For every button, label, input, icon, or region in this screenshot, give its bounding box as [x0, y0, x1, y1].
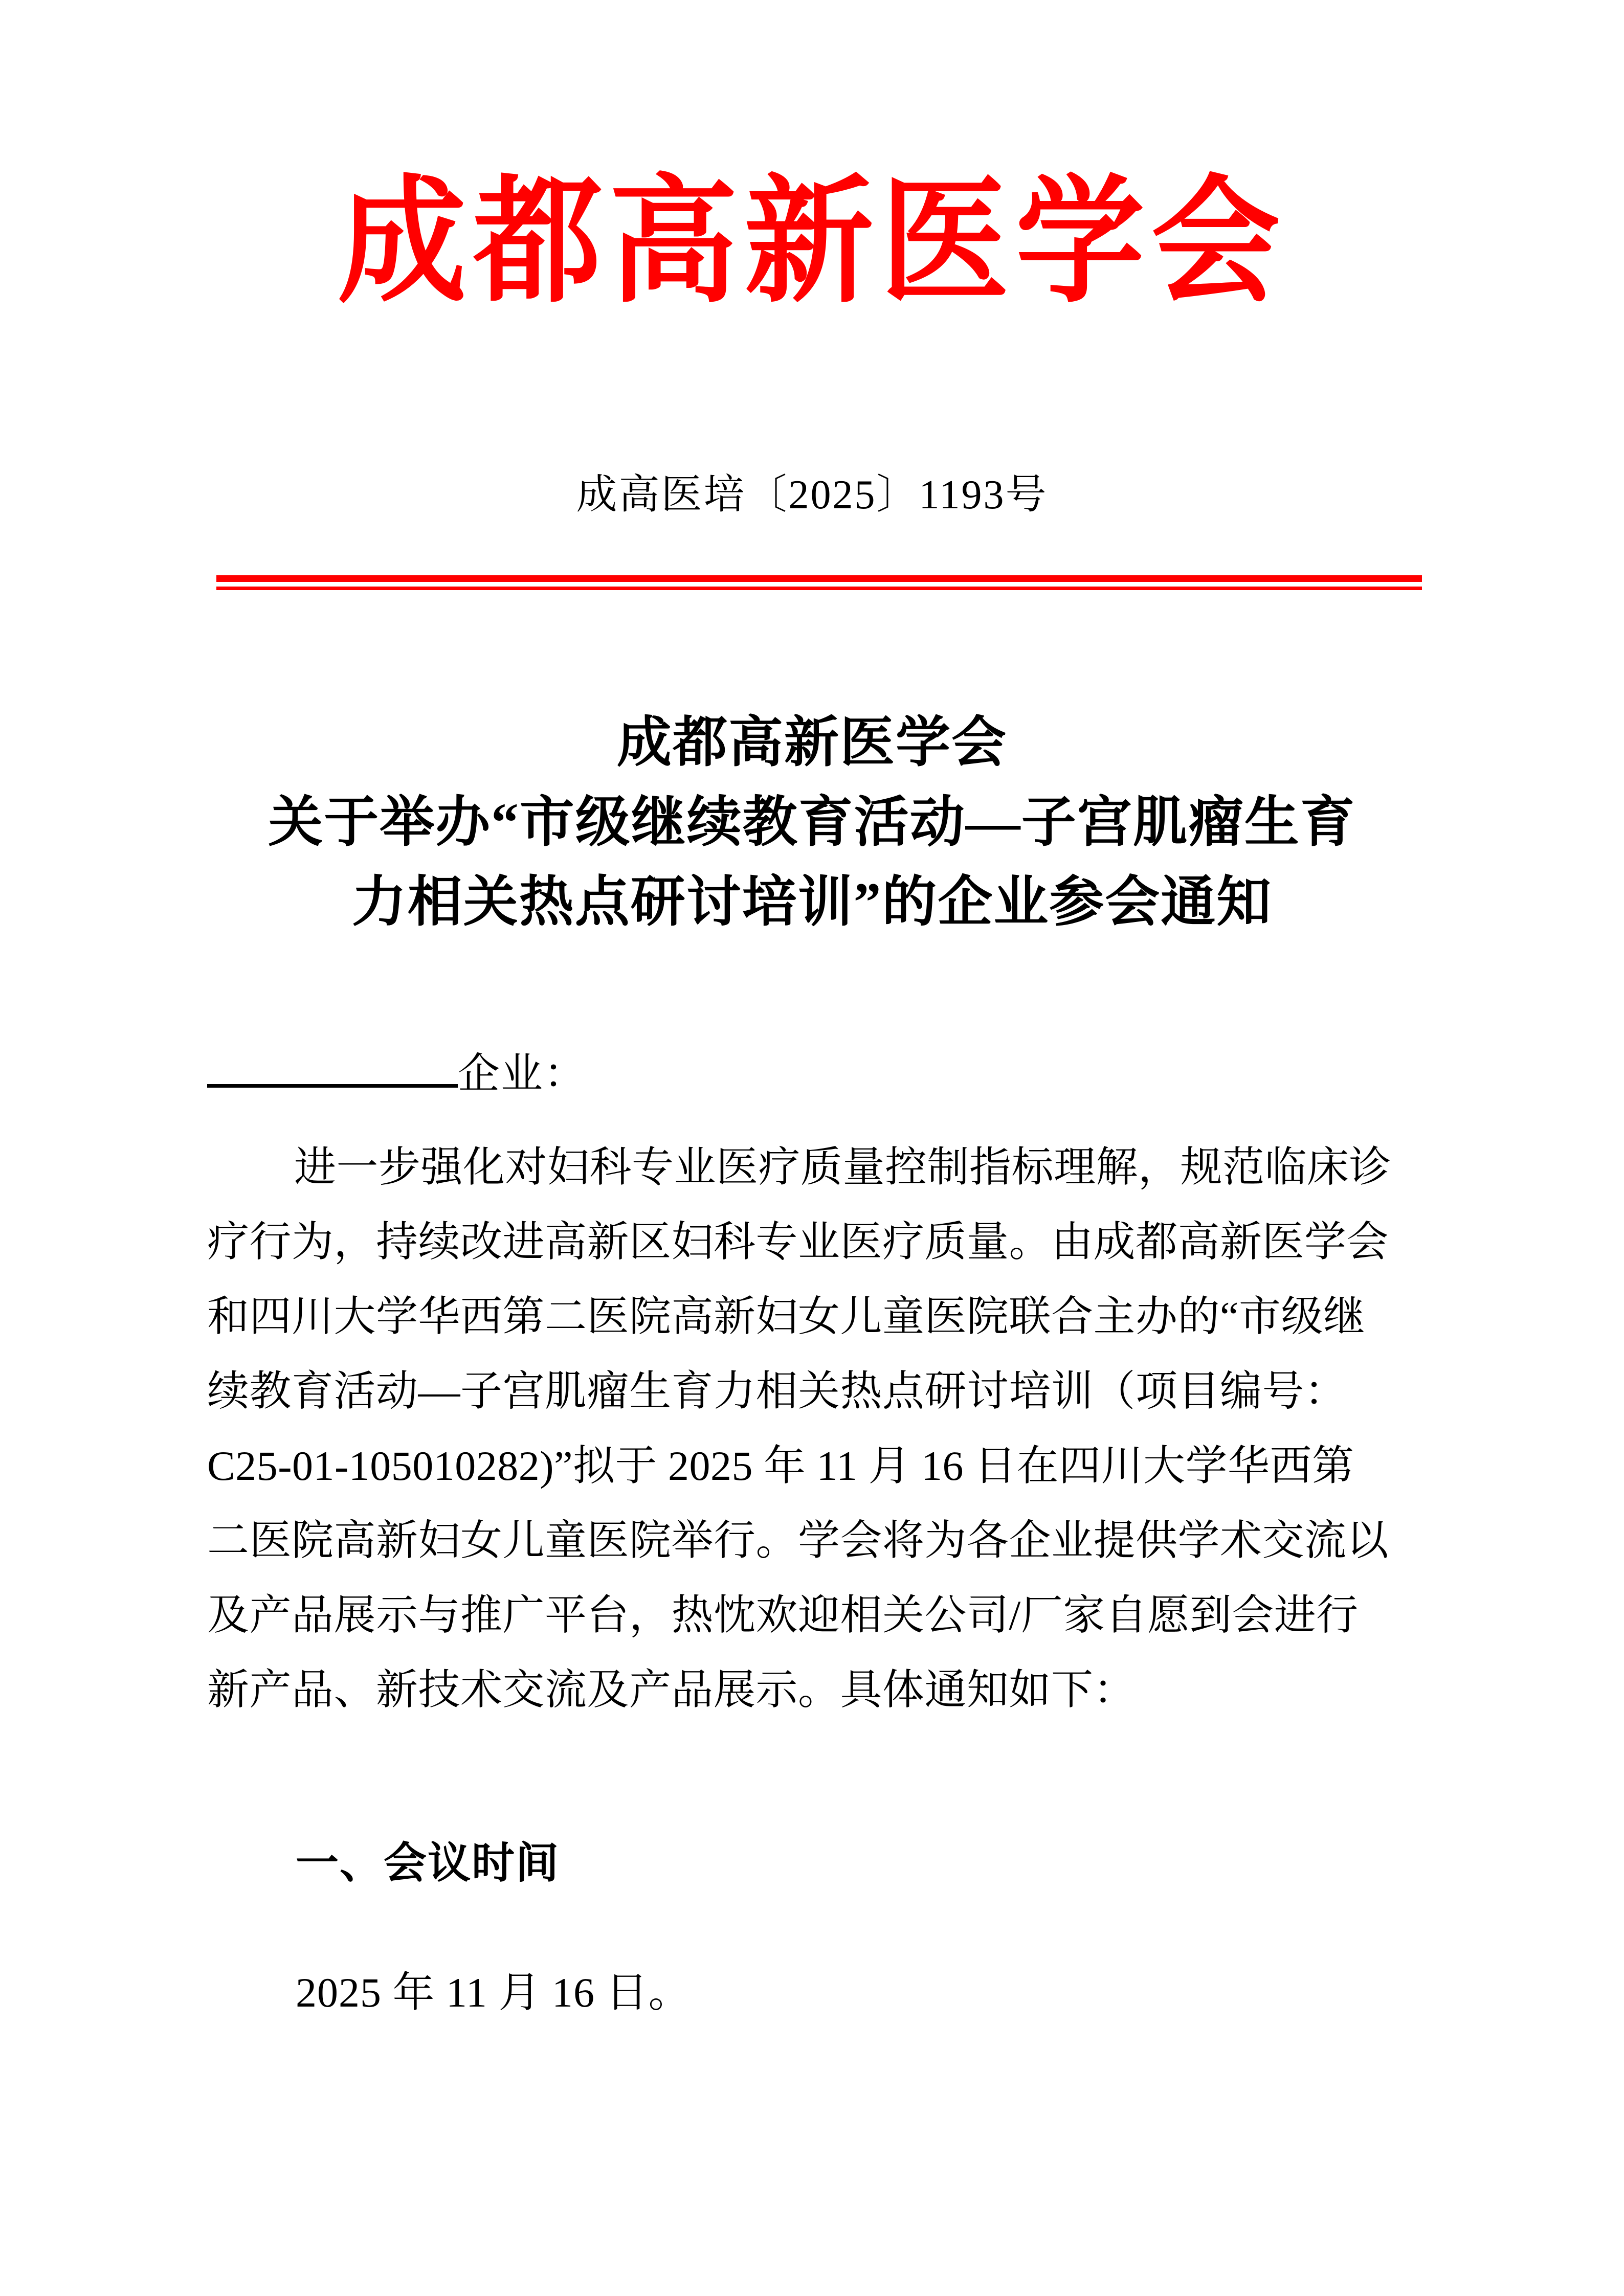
body-line: 进一步强化对妇科专业医疗质量控制指标理解，规范临床诊: [294, 1144, 1392, 1190]
document-title-line-2: 关于举办“市级继续教育活动—子宫肌瘤生育: [268, 793, 1356, 853]
body-line: 及产品展示与推广平台，热忱欢迎相关公司/厂家自愿到会进行: [207, 1591, 1359, 1638]
letterhead: [0, 169, 1624, 317]
red-rule-thick: [216, 575, 1422, 582]
red-rule-gap: [216, 582, 1422, 587]
document-title-block: [153, 703, 1471, 943]
section-heading-meeting-time: 一、会议时间: [296, 1839, 560, 1887]
red-separator-rules: [216, 575, 1422, 590]
document-number-row: [0, 470, 1624, 520]
body-line: 新产品、新技术交流及产品展示。具体通知如下：: [207, 1666, 1136, 1713]
red-rule-thin: [216, 587, 1422, 590]
salutation-suffix: 企业：: [458, 1050, 587, 1097]
salutation-blank-field[interactable]: [207, 1084, 458, 1088]
salutation-line: [207, 1046, 587, 1102]
document-title-line-3: 力相关热点研讨培训”的企业参会通知: [351, 872, 1273, 933]
letterhead-organization-title: 成都高新医学会: [337, 167, 1287, 319]
body-line: C25-01-105010282)”拟于 2025 年 11 月 16 日在四川大学华西第: [207, 1442, 1354, 1489]
document-title-line-1: 成都高新医学会: [616, 713, 1007, 773]
body-text-block: [207, 1130, 1425, 1727]
body-line: 疗行为，持续改进高新区妇科专业医疗质量。由成都高新医学会: [207, 1218, 1389, 1265]
body-line: 二医院高新妇女儿童医院举行。学会将为各企业提供学术交流以: [207, 1517, 1389, 1564]
body-line: 和四川大学华西第二医院高新妇女儿童医院联合主办的“市级继: [207, 1293, 1366, 1340]
document-number: 成高医培〔2025〕1193号: [576, 472, 1048, 517]
body-line: 续教育活动—子宫肌瘤生育力相关热点研讨培训（项目编号：: [207, 1367, 1347, 1414]
section-content-meeting-time: 2025 年 11 月 16 日。: [296, 1969, 691, 2016]
